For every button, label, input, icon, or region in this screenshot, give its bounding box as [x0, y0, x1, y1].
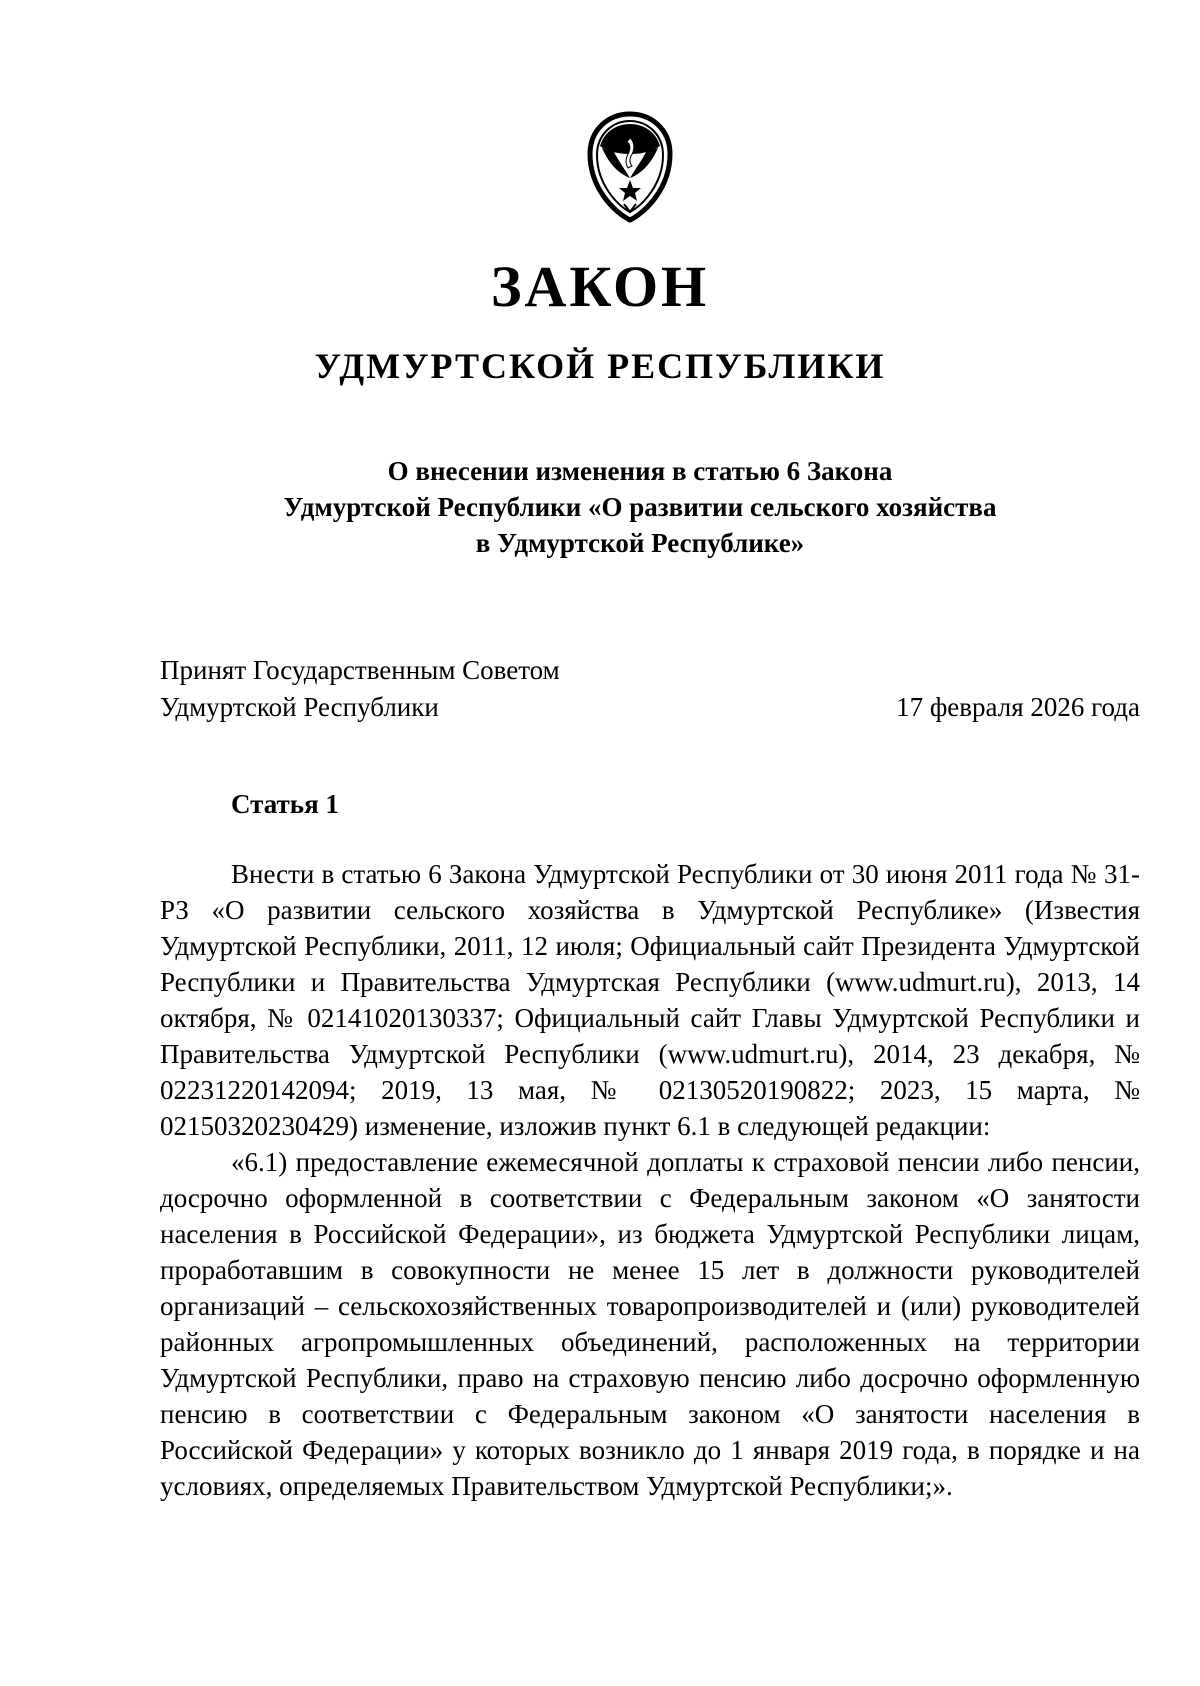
- article-paragraph: Внести в статью 6 Закона Удмуртской Республики от 30 июня 2011 года № 31-РЗ «О развитии сельского хозяйства в Удмуртской Республике» (Известия Удмуртской Республики, 2011, 12 июля; Официальный сайт Президента Удмуртской Республики и Правительства Удмуртская Республики (www.udmurt.ru), 2013, 14 октября, № 02141020130337; Официальный сайт Главы Удмуртской Республики и Правительства Удмуртской Республики (www.udmurt.ru), 2014, 23 декабря, № 02231220142094; 2019, 13 мая, № 02130520190822; 2023, 15 марта, № 02150320230429) изменение, изложив пункт 6.1 в следующей редакции:: [160, 859, 1140, 1141]
- adopted-by-line: Удмуртской Республики: [160, 692, 439, 722]
- adoption-date: 17 февраля 2026 года: [896, 692, 1140, 722]
- law-name-line: О внесении изменения в статью 6 Закона: [387, 456, 893, 486]
- article-paragraph: «6.1) предоставление ежемесячной доплаты к страховой пенсии либо пенсии, досрочно оформленной в соответствии с Федеральным законом «О занятости населения в Российской Федерации», из бюджета Удмуртской Республики лицам, проработавшим в совокупности не менее 15 лет в должности руководителей организаций – сельскохозяйственных товаропроизводителей и (или) руководителей районных агропромышленных объединений, расположенных на территории Удмуртской Республики, право на страховую пенсию либо досрочно оформленную пенсию в соответствии с Федеральным законом «О занятости населения в Российской Федерации» у которых возникло до 1 января 2019 года, в порядке и на условиях, определяемых Правительством Удмуртской Республики;».: [160, 1147, 1140, 1501]
- coat-of-arms-icon: [580, 108, 680, 226]
- adopted-by-line: Принят Государственным Советом: [160, 655, 560, 685]
- law-name-line: в Удмуртской Республике»: [475, 528, 805, 558]
- law-name: [160, 453, 1120, 561]
- article-heading: Статья 1: [231, 789, 339, 819]
- document-title: ЗАКОН: [490, 254, 710, 319]
- article-body: [160, 856, 1140, 1504]
- adoption-block: [160, 652, 1140, 726]
- document-subtitle: УДМУРТСКОЙ РЕСПУБЛИКИ: [314, 346, 886, 386]
- law-name-line: Удмуртской Республики «О развитии сельского хозяйства: [283, 492, 997, 522]
